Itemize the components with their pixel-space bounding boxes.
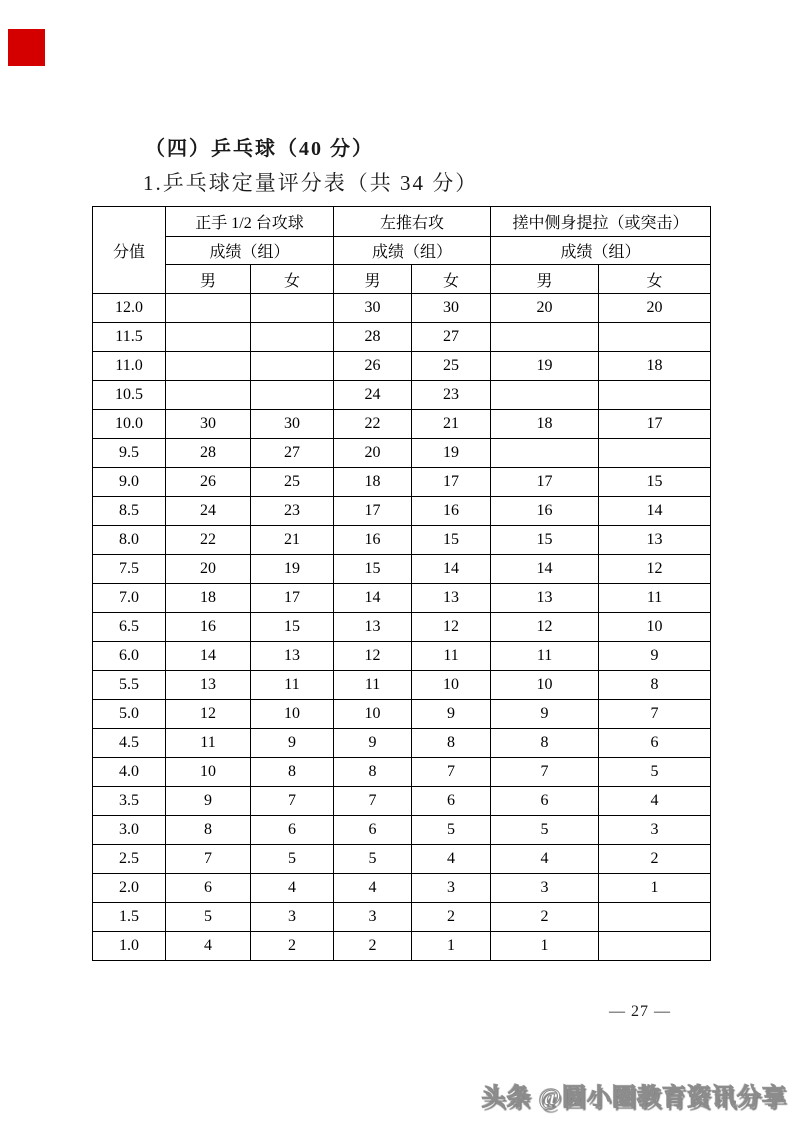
score-value-cell: 6.5 (93, 613, 166, 642)
result-cell: 11 (491, 642, 599, 671)
score-value-cell: 5.0 (93, 700, 166, 729)
table-row (93, 787, 711, 816)
table-row (93, 381, 711, 410)
table-row (93, 410, 711, 439)
score-value-cell: 2.5 (93, 845, 166, 874)
result-cell: 11 (334, 671, 412, 700)
result-cell: 7 (334, 787, 412, 816)
result-cell: 6 (251, 816, 334, 845)
result-cell: 12 (166, 700, 251, 729)
result-cell: 21 (251, 526, 334, 555)
table-row (93, 845, 711, 874)
result-cell: 6 (412, 787, 491, 816)
result-cell: 15 (599, 468, 711, 497)
result-cell: 24 (166, 497, 251, 526)
result-cell: 26 (166, 468, 251, 497)
result-cell: 20 (491, 294, 599, 323)
result-cell: 17 (251, 584, 334, 613)
table-row (93, 555, 711, 584)
score-value-cell: 10.5 (93, 381, 166, 410)
result-cell (251, 294, 334, 323)
result-cell: 30 (412, 294, 491, 323)
result-cell: 5 (412, 816, 491, 845)
result-cell: 10 (599, 613, 711, 642)
result-cell: 25 (251, 468, 334, 497)
result-cell: 4 (166, 932, 251, 961)
score-value-cell: 7.0 (93, 584, 166, 613)
result-cell: 14 (491, 555, 599, 584)
result-cell: 11 (599, 584, 711, 613)
result-cell: 13 (412, 584, 491, 613)
subheader-result-groups-1: 成绩（组） (166, 237, 334, 265)
result-cell: 6 (166, 874, 251, 903)
result-cell (491, 323, 599, 352)
table-row (93, 874, 711, 903)
score-value-cell: 9.5 (93, 439, 166, 468)
section-heading: （四）乒乓球（40 分） (145, 138, 374, 160)
result-cell: 22 (166, 526, 251, 555)
result-cell: 1 (491, 932, 599, 961)
result-cell: 27 (251, 439, 334, 468)
result-cell (599, 903, 711, 932)
result-cell (599, 381, 711, 410)
result-cell (491, 439, 599, 468)
result-cell: 7 (491, 758, 599, 787)
result-cell: 2 (334, 932, 412, 961)
result-cell: 15 (334, 555, 412, 584)
result-cell: 23 (251, 497, 334, 526)
result-cell: 3 (491, 874, 599, 903)
result-cell: 11 (412, 642, 491, 671)
result-cell: 10 (412, 671, 491, 700)
table-row (93, 497, 711, 526)
table-row (93, 671, 711, 700)
result-cell: 2 (491, 903, 599, 932)
result-cell: 4 (491, 845, 599, 874)
result-cell: 7 (251, 787, 334, 816)
result-cell (251, 352, 334, 381)
result-cell: 15 (251, 613, 334, 642)
header-sex-row (93, 265, 711, 294)
result-cell: 2 (599, 845, 711, 874)
result-cell: 30 (166, 410, 251, 439)
result-cell: 8 (251, 758, 334, 787)
col-header-male-2: 男 (334, 265, 412, 294)
score-value-cell: 1.0 (93, 932, 166, 961)
table-row (93, 642, 711, 671)
result-cell: 5 (251, 845, 334, 874)
score-value-cell: 5.5 (93, 671, 166, 700)
score-value-cell: 12.0 (93, 294, 166, 323)
result-cell (251, 323, 334, 352)
result-cell: 3 (412, 874, 491, 903)
result-cell: 2 (251, 932, 334, 961)
result-cell: 1 (412, 932, 491, 961)
result-cell (166, 381, 251, 410)
result-cell: 15 (491, 526, 599, 555)
col-header-female-1: 女 (251, 265, 334, 294)
result-cell: 22 (334, 410, 412, 439)
result-cell: 16 (491, 497, 599, 526)
watermark-text: 头条 @圆小圈教育资讯分享 (481, 1085, 787, 1111)
result-cell: 14 (334, 584, 412, 613)
result-cell: 17 (334, 497, 412, 526)
result-cell: 18 (491, 410, 599, 439)
result-cell: 8 (166, 816, 251, 845)
result-cell: 24 (334, 381, 412, 410)
result-cell (166, 323, 251, 352)
table-row (93, 526, 711, 555)
result-cell: 11 (166, 729, 251, 758)
result-cell: 4 (251, 874, 334, 903)
result-cell: 13 (599, 526, 711, 555)
result-cell: 19 (251, 555, 334, 584)
result-cell: 9 (251, 729, 334, 758)
result-cell: 14 (599, 497, 711, 526)
table-row (93, 468, 711, 497)
result-cell: 17 (491, 468, 599, 497)
result-cell: 9 (491, 700, 599, 729)
result-cell: 15 (412, 526, 491, 555)
result-cell (166, 294, 251, 323)
score-value-cell: 1.5 (93, 903, 166, 932)
result-cell: 26 (334, 352, 412, 381)
result-cell: 5 (491, 816, 599, 845)
result-cell: 5 (334, 845, 412, 874)
score-value-cell: 10.0 (93, 410, 166, 439)
result-cell: 13 (166, 671, 251, 700)
result-cell: 5 (599, 758, 711, 787)
score-value-cell: 6.0 (93, 642, 166, 671)
header-sub-row (93, 237, 711, 265)
result-cell (599, 932, 711, 961)
score-value-cell: 8.5 (93, 497, 166, 526)
table-row (93, 323, 711, 352)
result-cell: 17 (412, 468, 491, 497)
result-cell: 19 (491, 352, 599, 381)
score-value-cell: 7.5 (93, 555, 166, 584)
result-cell: 30 (334, 294, 412, 323)
score-value-cell: 8.0 (93, 526, 166, 555)
col-header-male-3: 男 (491, 265, 599, 294)
result-cell: 30 (251, 410, 334, 439)
score-value-cell: 3.5 (93, 787, 166, 816)
result-cell: 13 (251, 642, 334, 671)
score-value-cell: 4.0 (93, 758, 166, 787)
table-row (93, 613, 711, 642)
table-row (93, 294, 711, 323)
result-cell: 2 (412, 903, 491, 932)
result-cell: 8 (334, 758, 412, 787)
table-row (93, 932, 711, 961)
score-value-cell: 11.5 (93, 323, 166, 352)
scoring-table (92, 206, 711, 961)
result-cell: 8 (412, 729, 491, 758)
red-square-mark (8, 29, 45, 66)
table-row (93, 352, 711, 381)
result-cell: 9 (599, 642, 711, 671)
result-cell: 13 (491, 584, 599, 613)
result-cell (491, 381, 599, 410)
result-cell: 9 (412, 700, 491, 729)
result-cell: 10 (491, 671, 599, 700)
result-cell: 20 (166, 555, 251, 584)
result-cell: 20 (334, 439, 412, 468)
result-cell: 14 (412, 555, 491, 584)
result-cell: 25 (412, 352, 491, 381)
table-row (93, 816, 711, 845)
result-cell: 16 (166, 613, 251, 642)
score-column-header: 分值 (93, 207, 166, 294)
result-cell: 20 (599, 294, 711, 323)
score-value-cell: 11.0 (93, 352, 166, 381)
score-value-cell: 4.5 (93, 729, 166, 758)
result-cell: 9 (334, 729, 412, 758)
result-cell: 16 (412, 497, 491, 526)
result-cell: 18 (166, 584, 251, 613)
result-cell: 7 (599, 700, 711, 729)
result-cell: 6 (491, 787, 599, 816)
result-cell: 11 (251, 671, 334, 700)
score-table-body (93, 294, 711, 961)
result-cell: 3 (334, 903, 412, 932)
result-cell: 17 (599, 410, 711, 439)
result-cell: 7 (412, 758, 491, 787)
result-cell: 12 (599, 555, 711, 584)
result-cell: 3 (251, 903, 334, 932)
result-cell: 27 (412, 323, 491, 352)
subheader-result-groups-3: 成绩（组） (491, 237, 711, 265)
result-cell: 21 (412, 410, 491, 439)
result-cell: 8 (599, 671, 711, 700)
result-cell: 10 (251, 700, 334, 729)
result-cell: 6 (334, 816, 412, 845)
result-cell: 12 (491, 613, 599, 642)
page-number: — 27 — (609, 1003, 671, 1020)
result-cell: 8 (491, 729, 599, 758)
table-row (93, 439, 711, 468)
result-cell: 14 (166, 642, 251, 671)
score-value-cell: 9.0 (93, 468, 166, 497)
result-cell: 10 (334, 700, 412, 729)
result-cell (166, 352, 251, 381)
result-cell: 19 (412, 439, 491, 468)
result-cell: 28 (166, 439, 251, 468)
result-cell: 9 (166, 787, 251, 816)
result-cell: 12 (334, 642, 412, 671)
table-row (93, 700, 711, 729)
col-header-male-1: 男 (166, 265, 251, 294)
result-cell: 6 (599, 729, 711, 758)
header-group-row (93, 207, 711, 237)
result-cell: 1 (599, 874, 711, 903)
col-header-female-2: 女 (412, 265, 491, 294)
result-cell: 4 (334, 874, 412, 903)
result-cell: 18 (599, 352, 711, 381)
group-header-loop: 搓中侧身提拉（或突击） (491, 207, 711, 237)
result-cell: 7 (166, 845, 251, 874)
table-row (93, 584, 711, 613)
result-cell: 3 (599, 816, 711, 845)
result-cell: 4 (412, 845, 491, 874)
result-cell: 4 (599, 787, 711, 816)
score-value-cell: 3.0 (93, 816, 166, 845)
table-row (93, 903, 711, 932)
result-cell: 28 (334, 323, 412, 352)
result-cell: 16 (334, 526, 412, 555)
result-cell (599, 439, 711, 468)
result-cell: 10 (166, 758, 251, 787)
result-cell: 13 (334, 613, 412, 642)
table-title: 1.乒乓球定量评分表（共 34 分） (143, 171, 479, 195)
result-cell: 23 (412, 381, 491, 410)
table-row (93, 729, 711, 758)
table-row (93, 758, 711, 787)
group-header-forehand: 正手 1/2 台攻球 (166, 207, 334, 237)
col-header-female-3: 女 (599, 265, 711, 294)
result-cell: 12 (412, 613, 491, 642)
result-cell (599, 323, 711, 352)
group-header-push-attack: 左推右攻 (334, 207, 491, 237)
score-value-cell: 2.0 (93, 874, 166, 903)
result-cell: 5 (166, 903, 251, 932)
subheader-result-groups-2: 成绩（组） (334, 237, 491, 265)
result-cell: 18 (334, 468, 412, 497)
result-cell (251, 381, 334, 410)
